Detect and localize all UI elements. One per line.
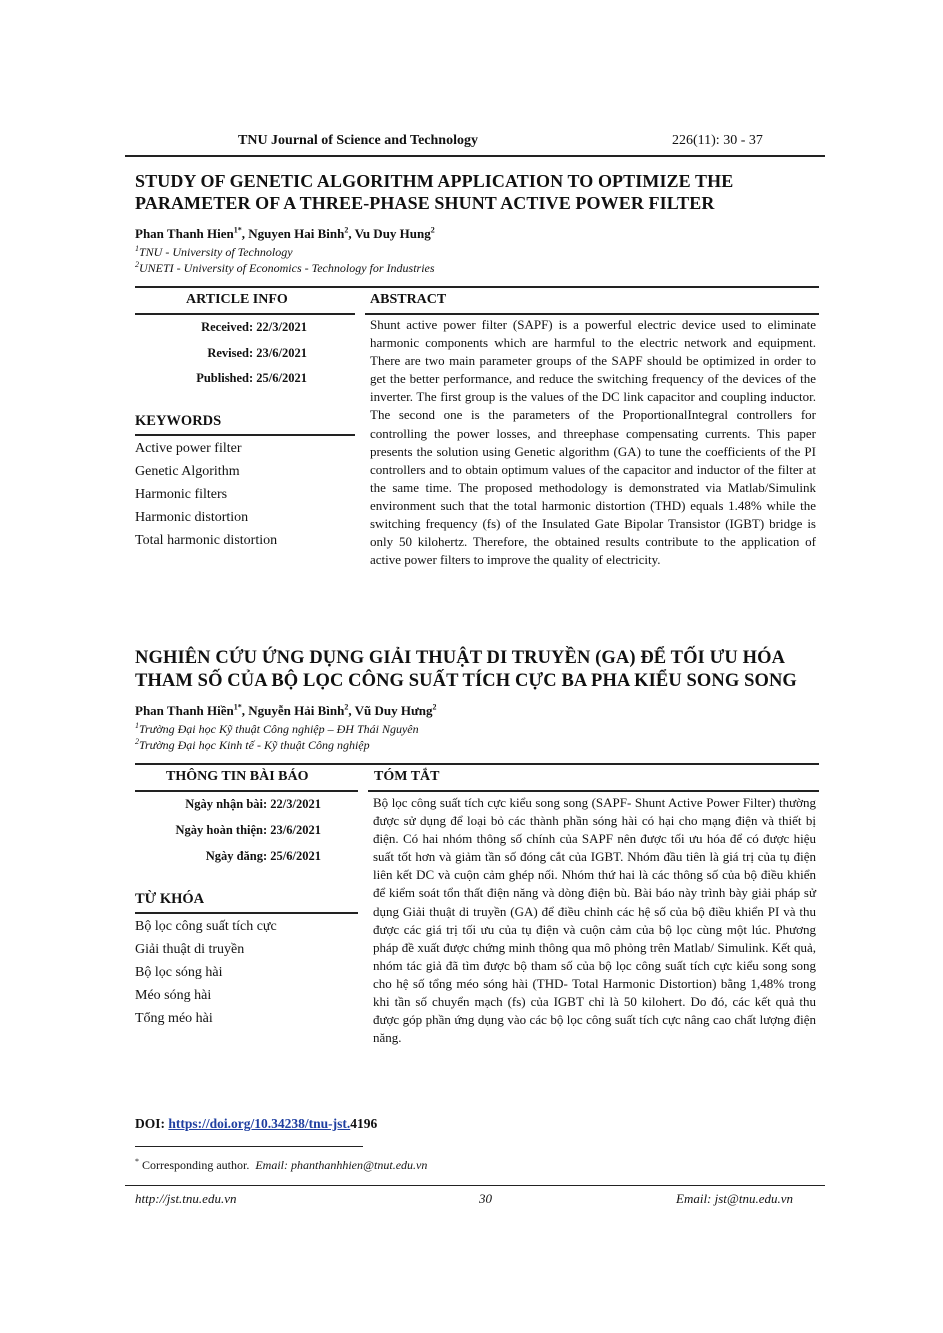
author-affiliation-marker: 2 xyxy=(344,225,349,235)
article-info-heading-vi: THÔNG TIN BÀI BÁO xyxy=(166,769,309,784)
footer-email[interactable]: Email: jst@tnu.edu.vn xyxy=(676,1191,794,1206)
authors-en: Phan Thanh Hien$^{1*}$, Nguyen Hai Binh$^2$, Vu Duy Hung$^2$ xyxy=(135,225,435,241)
received-date-vi: Ngày nhận bài: 22/3/2021 xyxy=(185,797,321,811)
journal-volume: 226(11): 30 - 37 xyxy=(672,133,763,148)
author-name: Nguyen Hai Binh xyxy=(248,226,345,241)
keyword-vi: Giải thuật di truyền xyxy=(135,942,245,957)
abstract-text-en: Shunt active power filter (SAPF) is a powerful electric device used to eliminate harmonic components which are harmful to the electric network and equipment. There are two main parameter groups of the SAPF should be optimized in order to get the better performance, and reduce the switching frequency of the devices of the inverter. The first group is the values of the DC link capacitor and coupling inductor. The second one is the parameters of the ProportionalIntegral controllers for controlling the power losses, and threephase compensating currents. This paper presents the solution using Genetic algorithm (GA) to tune the coefficients of the PI controllers and to obtain optimum values of the capacitor and inductor of the filter at the same time. The proposed methodology is demonstrated via Matlab/Simulink environment such that the total harmonic distortion (THD) equals 1.48% while the switching frequency (fs) of the Insulated Gate Bipolar Transistor (IGBT) bridge is only 50 kilohertz. Therefore, the obtained results contribute to the application of active power filters to improve the quality of electricity. xyxy=(370,317,816,568)
author-name: Nguyễn Hải Bình xyxy=(248,703,345,718)
paper-title-en xyxy=(135,170,733,214)
title-line-1: STUDY OF GENETIC ALGORITHM APPLICATION TO OPTIMIZE THE xyxy=(135,171,734,191)
info-right-rule-en xyxy=(365,313,819,315)
keywords-heading-en: KEYWORDS xyxy=(135,413,222,429)
title-line-1: NGHIÊN CỨU ỨNG DỤNG GIẢI THUẬT DI TRUYỀN (GA) ĐỂ TỐI ƯU HÓA xyxy=(135,648,786,668)
info-top-rule-en xyxy=(135,286,819,288)
corresponding-author-footnote: * Corresponding author. Email: phanthanhhien@tnut.edu.vn xyxy=(135,1157,428,1172)
affiliation-en-1: $^1$TNU - University of Technology xyxy=(135,244,293,259)
footer-website[interactable]: http://jst.tnu.edu.vn xyxy=(135,1191,237,1206)
published-date-en: Published: 25/6/2021 xyxy=(196,371,307,385)
keyword-vi: Bộ lọc công suất tích cực xyxy=(135,919,277,934)
author-affiliation-marker: 2 xyxy=(344,702,349,712)
authors-vi: Phan Thanh Hiền$^{1*}$, Nguyễn Hải Bình$^2$, Vũ Duy Hưng$^2$ xyxy=(135,702,437,718)
abstract-heading-en: ABSTRACT xyxy=(370,292,447,307)
header-rule xyxy=(125,155,825,157)
keyword-en: Harmonic distortion xyxy=(135,510,249,525)
info-left-rule-vi xyxy=(135,790,358,792)
doi-suffix: 4196 xyxy=(350,1116,378,1131)
keywords-heading-vi: TỪ KHÓA xyxy=(135,891,205,907)
article-info-heading-en: ARTICLE INFO xyxy=(186,292,288,307)
info-top-rule-vi xyxy=(135,763,819,765)
keyword-en: Harmonic filters xyxy=(135,487,228,502)
author-name: Vũ Duy Hưng xyxy=(354,703,433,718)
author-affiliation-marker: 2 xyxy=(430,225,435,235)
affiliation-vi-1: $^1$Trường Đại học Kỹ thuật Công nghiệp – ĐH Thái Nguyên xyxy=(135,721,419,736)
doi-label: DOI: xyxy=(135,1116,165,1131)
affiliation-en-2: $^2$UNETI - University of Economics - Technology for Industries xyxy=(135,260,435,275)
keyword-vi: Bộ lọc sóng hài xyxy=(135,965,223,980)
title-line-2: THAM SỐ CỦA BỘ LỌC CÔNG SUẤT TÍCH CỰC BA PHA KIỂU SONG SONG xyxy=(135,671,797,691)
author-affiliation-marker: 2 xyxy=(432,702,437,712)
keyword-en: Total harmonic distortion xyxy=(135,533,278,548)
abstract-text-vi: Bộ lọc công suất tích cực kiểu song song (SAPF- Shunt Active Power Filter) thường được sử dụng để loại bỏ các thành phần sóng hài có hại cho mạng điện và thiết bị điện. Có hai nhóm thông số chính của SAPF nên được tối ưu hóa để có được hiệu suất tốt hơn và giảm tần số đóng cắt của IGBT. Nhóm đầu tiên là giá trị của tụ điện liên kết DC và cuộn cảm ghép nối. Nhóm thứ hai là các thông số của bộ điều khiển để kiểm soát tổn thất điện năng và dòng điện bù. Bài báo này trình bày giải pháp sử dụng Giải thuật di truyền (GA) để điều chỉnh các hệ số của bộ điều khiển PI và thu được các giá trị tối ưu của tụ điện và cuộn cảm của bộ lọc cùng một lúc. Phương pháp đề xuất được chứng minh thông qua mô phỏng trên Matlab/ Simulink. Kết quả, nhóm tác giả đã tìm được bộ tham số của bộ lọc công suất tích cực kiểu song song cho hệ số tổng méo sóng hài (THD- Total Harmonic Distortion) bằng 1,48% trong khi tần số chuyển mạch (fs) của IGBT chỉ là 50 kilohert. Do đó, các kết quả thu được góp phần ứng dụng vào các bộ lọc công suất tích cực nâng cao chất lượng điện năng. xyxy=(373,795,816,1046)
paper-title-vi xyxy=(135,647,797,693)
author-name: Phan Thanh Hiền xyxy=(135,703,234,718)
keyword-vi: Tổng méo hài xyxy=(135,1011,213,1026)
doi-line xyxy=(135,1116,377,1132)
abstract-heading-vi: TÓM TẮT xyxy=(374,769,440,784)
title-line-2: PARAMETER OF A THREE-PHASE SHUNT ACTIVE POWER FILTER xyxy=(135,193,715,213)
info-left-rule-en xyxy=(135,313,355,315)
footnote-rule xyxy=(135,1146,363,1147)
footer-rule xyxy=(125,1185,825,1186)
author-affiliation-marker: 1* xyxy=(233,702,242,712)
doi-link[interactable]: https://doi.org/10.34238/tnu-jst. xyxy=(168,1116,351,1131)
keyword-vi: Méo sóng hài xyxy=(135,988,212,1003)
revised-date-vi: Ngày hoàn thiện: 23/6/2021 xyxy=(175,823,321,837)
revised-date-en: Revised: 23/6/2021 xyxy=(207,346,307,360)
footer-page-number: 30 xyxy=(479,1191,492,1206)
info-right-rule-vi xyxy=(368,790,819,792)
author-affiliation-marker: 1* xyxy=(233,225,242,235)
author-name: Phan Thanh Hien xyxy=(135,226,234,241)
keywords-rule-en xyxy=(135,434,355,436)
affiliation-vi-2: $^2$Trường Đại học Kinh tế - Kỹ thuật Công nghiệp xyxy=(135,737,370,752)
keyword-en: Active power filter xyxy=(135,441,242,456)
keywords-rule-vi xyxy=(135,912,358,914)
keyword-en: Genetic Algorithm xyxy=(135,464,240,479)
author-name: Vu Duy Hung xyxy=(354,226,431,241)
received-date-en: Received: 22/3/2021 xyxy=(201,320,307,334)
published-date-vi: Ngày đăng: 25/6/2021 xyxy=(205,849,321,863)
journal-title: TNU Journal of Science and Technology xyxy=(238,133,478,148)
